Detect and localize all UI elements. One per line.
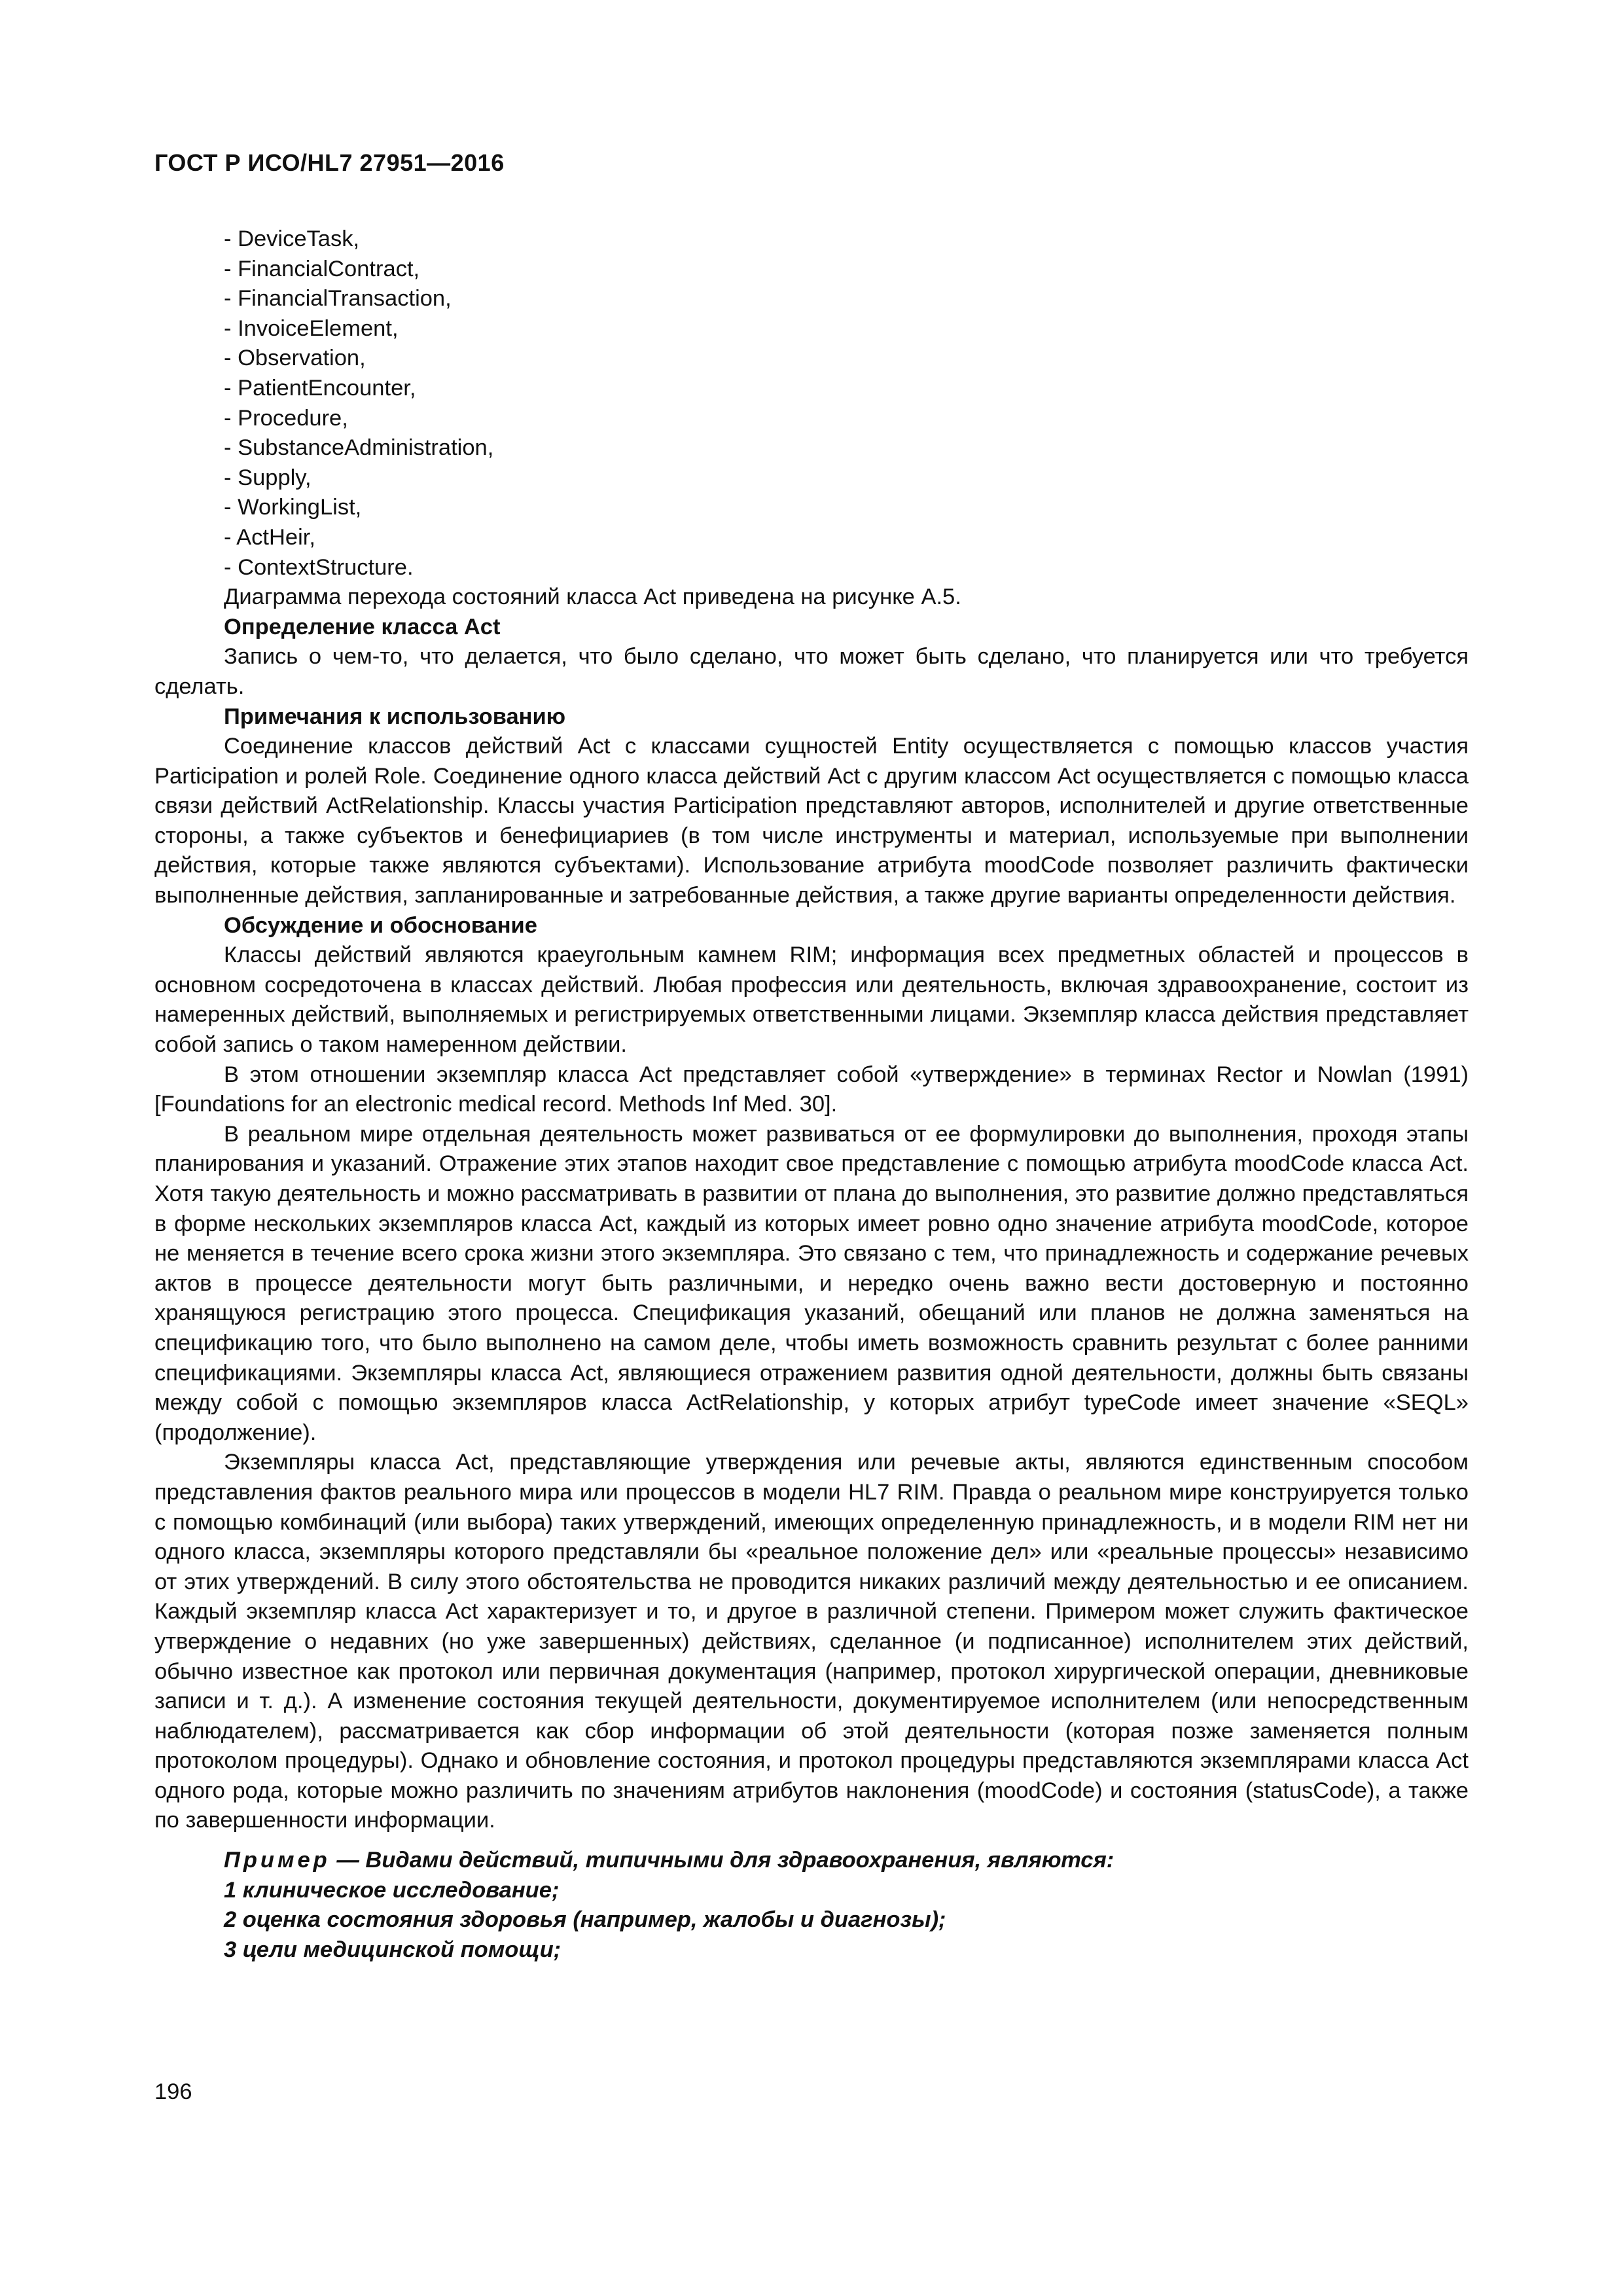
list-item: - ActHeir, bbox=[224, 524, 315, 550]
definition-heading: Определение класса Act bbox=[224, 614, 501, 639]
example-block bbox=[154, 1846, 1469, 1965]
list-item: - SubstanceAdministration, bbox=[224, 435, 494, 461]
list-item: - ContextStructure. bbox=[224, 554, 414, 580]
standard-header: ГОСТ Р ИСО/HL7 27951—2016 bbox=[154, 149, 505, 176]
diagram-note: Диаграмма перехода состояний класса Act приведена на рисунке А.5. bbox=[224, 584, 961, 610]
example-label: Пример bbox=[224, 1848, 330, 1873]
list-item: - WorkingList, bbox=[224, 495, 362, 520]
usage-heading: Примечания к использованию bbox=[224, 704, 566, 729]
list-item: - Observation, bbox=[224, 346, 366, 371]
list-item: - FinancialContract, bbox=[224, 256, 420, 281]
example-intro bbox=[154, 1846, 1469, 1876]
page-number: 196 bbox=[154, 2079, 192, 2104]
example-item: 3 цели медицинской помощи; bbox=[224, 1937, 562, 1962]
list-item: - Supply, bbox=[224, 465, 312, 490]
example-item: 2 оценка состояния здоровья (например, жалобы и диагнозы); bbox=[224, 1907, 946, 1933]
list-item: - DeviceTask, bbox=[224, 226, 360, 251]
list-item: - InvoiceElement, bbox=[224, 315, 399, 341]
definition-text: Запись о чем-то, что делается, что было сделано, что может быть сделано, что планируется или что требуется сделать. bbox=[154, 644, 1469, 699]
list-item: - Procedure, bbox=[224, 405, 348, 431]
act-subclass-list bbox=[154, 224, 1469, 583]
list-item: - PatientEncounter, bbox=[224, 375, 416, 401]
usage-text: Соединение классов действий Act с классами сущностей Entity осуществляется с помощью классов участия Participation и ролей Role. Соединение одного класса действий Act с другим классом Act осуществляется с помощью класса связи действий ActRelationship. Классы участия Participation представляют авторов, исполнителей и другие ответственные стороны, а также субъектов и бенефициариев (в том числе инструменты и материал, используемые при выполнении действия, которые также являются субъектами). Использование атрибута moodCode позволяет различить фактически выполненные действия, запланированные и затребованные действия, а также другие варианты определенности действия. bbox=[154, 734, 1469, 908]
example-intro-text: — Видами действий, типичными для здравоохранения, являются: bbox=[330, 1848, 1115, 1873]
discussion-paragraph: В реальном мире отдельная деятельность может развиваться от ее формулировки до выполнения, проходя этапы планирования и указаний. Отражение этих этапов находит свое представление с помощью атрибута moodCode класса Act. Хотя такую деятельность и можно рассматривать в развитии от плана до выполнения, это развитие должно представляться в форме нескольких экземпляров класса Act, каждый из которых имеет ровно одно значение атрибута moodCode, которое не меняется в течение всего срока жизни этого экземпляра. Это связано с тем, что принадлежность и содержание речевых актов в процессе деятельности могут быть различными, и нередко очень важно вести достоверную и постоянно хранящуюся регистрацию этого процесса. Спецификация указаний, обещаний или планов не должна заменяться на спецификацию того, что было выполнено на самом деле, чтобы иметь возможность сравнить результат с более ранними спецификациями. Экземпляры класса Act, являющиеся отражением развития одной деятельности, должны быть связаны между собой с помощью экземпляров класса ActRelationship, у которых атрибут typeCode имеет значение «SEQL» (продолжение). bbox=[154, 1121, 1469, 1445]
example-item: 1 клиническое исследование; bbox=[224, 1877, 560, 1903]
list-item: - FinancialTransaction, bbox=[224, 286, 452, 312]
discussion-paragraph: В этом отношении экземпляр класса Act представляет собой «утверждение» в терминах Rector и Nowlan (1991) [Foundations for an electronic medical record. Methods Inf Med. 30]. bbox=[154, 1062, 1469, 1117]
document-body bbox=[154, 224, 1469, 1965]
discussion-paragraph: Экземпляры класса Act, представляющие утверждения или речевые акты, являются единственным способом представления фактов реального мира или процессов в модели HL7 RIM. Правда о реальном мире конструируется только с помощью комбинаций (или выбора) таких утверждений, имеющих определенную принадлежность, и в модели RIM нет ни одного класса, экземпляры которого представляли бы «реальное положение дел» или «реальные процессы» независимо от этих утверждений. В силу этого обстоятельства не проводится никаких различий между деятельностью и ее описанием. Каждый экземпляр класса Act характеризует и то, и другое в различной степени. Примером может служить фактическое утверждение о недавних (но уже завершенных) действиях, сделанное (и подписанное) исполнителем этих действий, обычно известное как протокол или первичная документация (например, протокол хирургической операции, дневниковые записи и т. д.). А изменение состояния текущей деятельности, документируемое исполнителем (или непосредственным наблюдателем), рассматривается как сбор информации об этой деятельности (которая позже заменяется полным протоколом процедуры). Однако и обновление состояния, и протокол процедуры представляются экземплярами класса Act одного рода, которые можно различить по значениям атрибутов наклонения (moodCode) и состояния (statusCode), а также по завершенности информации. bbox=[154, 1450, 1469, 1833]
discussion-heading: Обсуждение и обоснование bbox=[224, 912, 537, 938]
discussion-paragraph: Классы действий являются краеугольным камнем RIM; информация всех предметных областей и процессов в основном сосредоточена в классах действий. Любая профессия или деятельность, включая здравоохранение, состоит из намеренных действий, выполняемых и регистрируемых ответственными лицами. Экземпляр класса действия представляет собой запись о таком намеренном действии. bbox=[154, 942, 1469, 1058]
